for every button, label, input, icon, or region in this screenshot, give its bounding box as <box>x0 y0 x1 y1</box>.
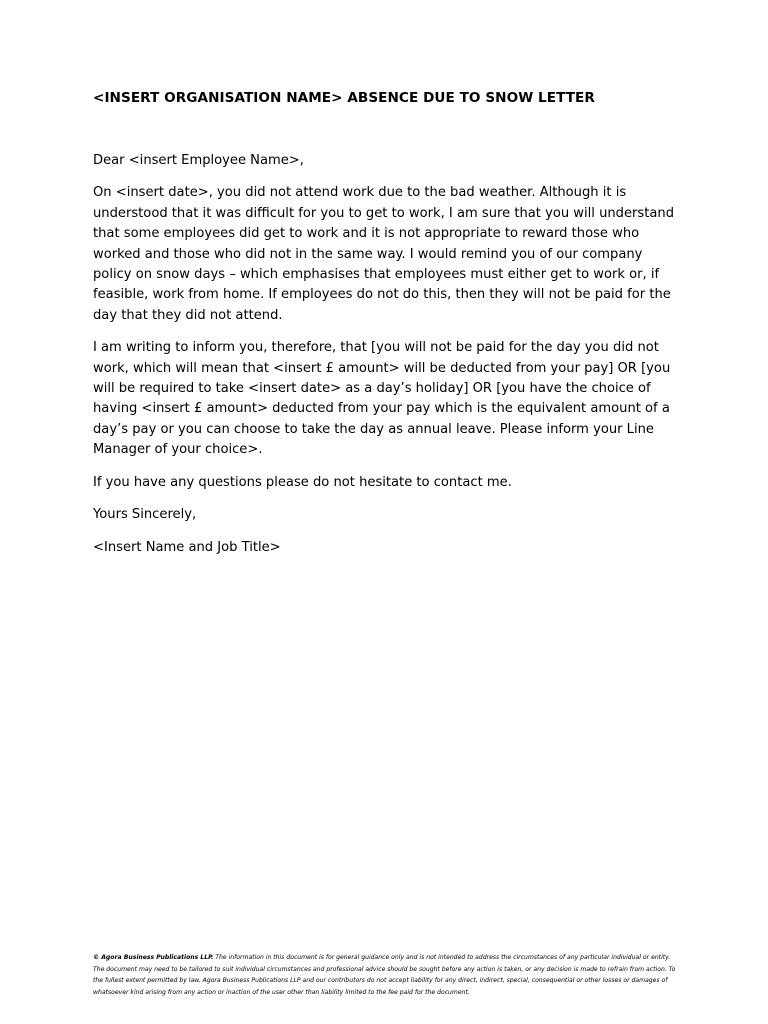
copyright-owner: © Agora Business Publications LLP. <box>93 954 214 961</box>
greeting-line: Dear <insert Employee Name>, <box>93 153 304 168</box>
disclaimer-text: The information in this document is for general guidance only and is not intended to address the circumstances of any particular individual or entity. The document may need to be tailored to suit individual circumstances and professional advice should be sought before any action is taken, or any decision is made to refrain from action. To the fullest extent permitted by law, Agora Business Publications LLP and our contributors do not accept liability for any direct, indirect, special, consequential or other losses or damages of whatsoever kind arising from any action or inaction of the user other than liability limited to the fee paid for the document. <box>93 954 676 996</box>
signature-placeholder: <Insert Name and Job Title> <box>93 539 281 555</box>
letter-content <box>93 88 678 570</box>
closing-salutation: Yours Sincerely, <box>93 507 197 523</box>
paragraph-pay-options: I am writing to inform you, therefore, that [you will not be paid for the day you did not work, which will mean that <insert £ amount> will be deducted from your pay] OR [you will be required to take <insert date> as a day’s holiday] OR [you have the choice of having <insert £ amount> deducted from your pay which is the equivalent amount of a day’s pay or you can choose to take the day as annual leave. Please inform your Line Manager of your choice>. <box>93 340 671 458</box>
paragraph-absence-notice: On <insert date>, you did not attend work due to the bad weather. Although it is understood that it was difficult for you to get to work, I am sure that you will understand that some employees did get to work and it is not appropriate to reward those who worked and those who did not in the same way. I would remind you of our company policy on snow days – which emphasises that employees must either get to work or, if feasible, work from home. If employees do not do this, then they will not be paid for the day that they did not attend. <box>93 185 675 323</box>
letter-body <box>93 151 678 558</box>
letter-title: <INSERT ORGANISATION NAME> ABSENCE DUE TO SNOW LETTER <box>93 90 595 106</box>
paragraph-questions: If you have any questions please do not hesitate to contact me. <box>93 474 512 490</box>
footer-disclaimer <box>93 952 678 998</box>
